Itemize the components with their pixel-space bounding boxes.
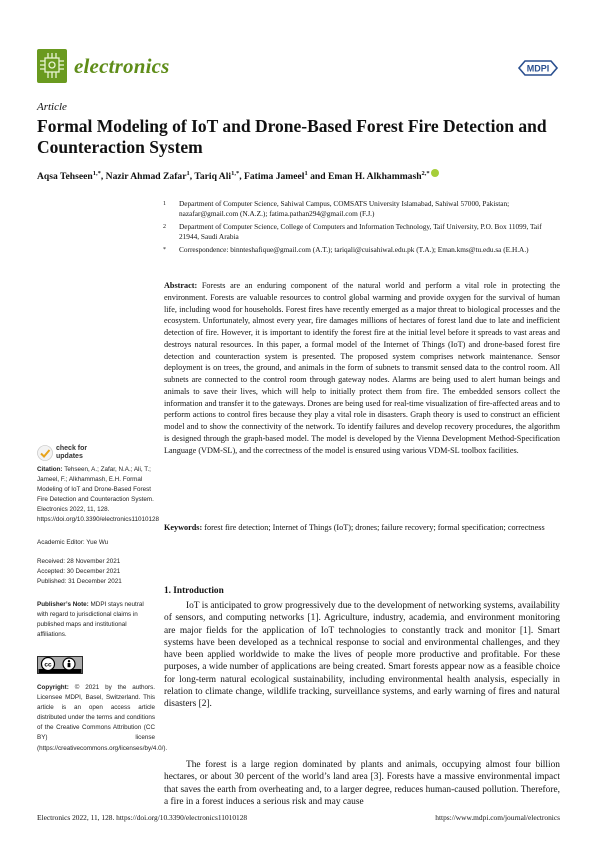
- academic-editor: Academic Editor: Yue Wu: [37, 539, 109, 546]
- author-name: Aqsa Tehseen: [37, 171, 93, 182]
- creative-commons-icon[interactable]: [37, 656, 83, 674]
- author-name: Eman H. Alkhammash: [327, 171, 422, 182]
- author-name: Nazir Ahmad Zafar: [105, 171, 187, 182]
- svg-text:cc: cc: [44, 661, 52, 669]
- affiliation-2: [163, 222, 563, 242]
- author-affiliation-mark: 1,*: [92, 169, 101, 177]
- citation-label: Citation:: [37, 466, 63, 473]
- author-affiliation-mark: 1: [304, 169, 308, 177]
- paragraph-text: The forest is a large region dominated by plants and animals, occupying almost four billion hectares, or about 30 percent of the world’s land area [3]. Forests have a massive environmental impact that saves the earth from overheating and, to a larger degree, reduces human-caused pollution. Therefore, a fire in a forest induces a serious risk and may cause: [164, 760, 560, 807]
- author-affiliation-mark: 1: [186, 169, 190, 177]
- affiliation-text: Department of Computer Science, College of Computers and Information Technology, Taif University, P.O. Box 11099, Taif 21944, Saudi Arabia: [179, 222, 542, 241]
- copyright-notice: [37, 683, 168, 754]
- svg-text:MDPI: MDPI: [526, 63, 550, 74]
- keywords-label: Keywords:: [164, 523, 203, 532]
- publication-dates: [37, 557, 155, 587]
- affiliation-1: [163, 199, 563, 219]
- citation: [37, 465, 160, 526]
- affiliation-number: *: [163, 247, 166, 253]
- paragraph-text: IoT is anticipated to grow progressively due to the development of networking systems, availability of sensors, and computing networks [1]. Agriculture, industry, academia, and environment monitoring are major fields for the application of IoT technologies to constantly track and monitor [1]. Smart systems have been developed as a technical response to social and environmental challenges, and they have been applied worldwide to make the lives of people more productive and profitable. For these purposes, a wide number of applications are being created. Smart forests appear now as a feasible choice for long-term natural ecological sustainability, including environmental health analysis, especially in relation to climate change, wildlife tracking, surveillance systems, and early warning of fires and natural disasters [2].: [164, 601, 560, 710]
- author-name: Tariq Ali: [194, 171, 232, 182]
- journal-logo-icon: [37, 49, 67, 83]
- author-name: Fatima Jameel: [243, 171, 305, 182]
- keywords: [164, 522, 560, 534]
- affiliation-number: 1: [163, 201, 166, 207]
- introduction-paragraph: [164, 600, 560, 711]
- journal-name: electronics: [74, 54, 170, 78]
- mdpi-logo-icon: [517, 58, 559, 78]
- received-date: Received: 28 November 2021: [37, 558, 121, 565]
- correspondence: [163, 245, 563, 255]
- author-affiliation-mark: 2,*: [421, 169, 430, 177]
- affiliation-number: 2: [163, 224, 166, 230]
- check-for-updates-icon[interactable]: [37, 444, 53, 462]
- abstract-text: Forests are an enduring component of the natural world and perform a vital role in protecting the environment. Forests are valuable resources to control global warming and provide oxygen for the survival of human life, including wood for households. Forest fires have recently emerged as a major threat to biological processes and the ecosystem. Unfortunately, almost every year, fire damages millions of hectares of forest land due to late and inefficient detection of fire. However, it is important to identify the forest fire at the initial level before it spreads to vast areas and destroys natural resources. In this paper, a formal model of the Internet of Things (IoT) and drone-based forest fire detection and counteraction system is presented. The proposed system comprises network maintenance. Sensor deployment is on trees, the ground, and animals in the form of subnets to transmit sensed data to the control room. All subnets are connected to the control room through gateway nodes. Alarms are being used to alert human beings and animals to save their lives, which will help to initially protect them from fire. The embedded sensors collect the information and transfer it to the gateways. Drones are being used for real-time visualization of fire-affected areas and to perform actions to control fires because they play a vital role in disasters. Graph theory is used to construct an efficient model and to show the connectivity of the network. To identify failures and develop recovery procedures, the algorithm is designed through the graph-based model. The model is developed by the Vienna Development Method-Specification Language (VDM-SL), and the correctness of the model is ensured using various VDM-SL toolbox facilities.: [164, 281, 560, 455]
- copyright-label: Copyright:: [37, 684, 69, 691]
- keywords-text: forest fire detection; Internet of Things (IoT); drones; failure recovery; formal specification; correctness: [204, 523, 545, 532]
- citation-text[interactable]: Tehseen, A.; Zafar, N.A.; Ali, T.; Jameel, F.; Alkhammash, E.H. Formal Modeling of IoT and Drone-Based Forest Fire Detection and Counteraction System. Electronics 2022, 11, 128. https://doi.org/10.3390/electronics11010128: [37, 466, 160, 524]
- published-date: Published: 31 December 2021: [37, 578, 122, 586]
- copyright-text: © 2021 by the authors. Licensee MDPI, Basel, Switzerland. This article is an open access article distributed under the terms and conditions of the Creative Commons Attribution (CC BY) license (https://creativecommons.org/licenses/by/4.0/).: [37, 684, 168, 752]
- article-type: Article: [37, 101, 67, 113]
- author-list: Aqsa Tehseen$^{1,*}$, Nazir Ahmad Zafar$^1$, Tariq Ali$^{1,*}$, Fatima Jameel$^1$ and Eman H. Alkhammash$^{2,*}$: [37, 169, 439, 182]
- abstract-label: Abstract:: [164, 281, 198, 290]
- author-affiliation-mark: 1,*: [231, 169, 240, 177]
- abstract: [164, 280, 560, 456]
- orcid-icon[interactable]: [431, 169, 439, 177]
- introduction-paragraph: [164, 759, 560, 808]
- footer-citation: Electronics 2022, 11, 128. https://doi.org/10.3390/electronics11010128: [37, 813, 248, 822]
- check-for-updates-label[interactable]: check for updates: [56, 445, 88, 460]
- accepted-date: Accepted: 30 December 2021: [37, 568, 121, 576]
- footer-journal-link[interactable]: https://www.mdpi.com/journal/electronics: [435, 813, 560, 822]
- publisher-note-label: Publisher’s Note:: [37, 601, 89, 608]
- affiliation-text: Department of Computer Science, Sahiwal Campus, COMSATS University Islamabad, Sahiwal 57000, Pakistan; nazafar@gmail.com (N.A.Z.); fatima.pathan294@gmail.com (F.J.): [179, 199, 510, 218]
- publisher-note: [37, 600, 155, 640]
- correspondence-text: Correspondence: binnteshafique@gmail.com (A.T.); tariqali@cuisahiwal.edu.pk (T.A.); Eman.kms@tu.edu.sa (E.H.A.): [179, 245, 529, 254]
- section-heading-introduction: 1. Introduction: [164, 586, 224, 596]
- publisher-note-text: MDPI stays neutral with regard to jurisdictional claims in published maps and institutional affiliations.: [37, 601, 144, 639]
- article-title: Formal Modeling of IoT and Drone-Based Forest Fire Detection and Counteraction System: [37, 116, 547, 157]
